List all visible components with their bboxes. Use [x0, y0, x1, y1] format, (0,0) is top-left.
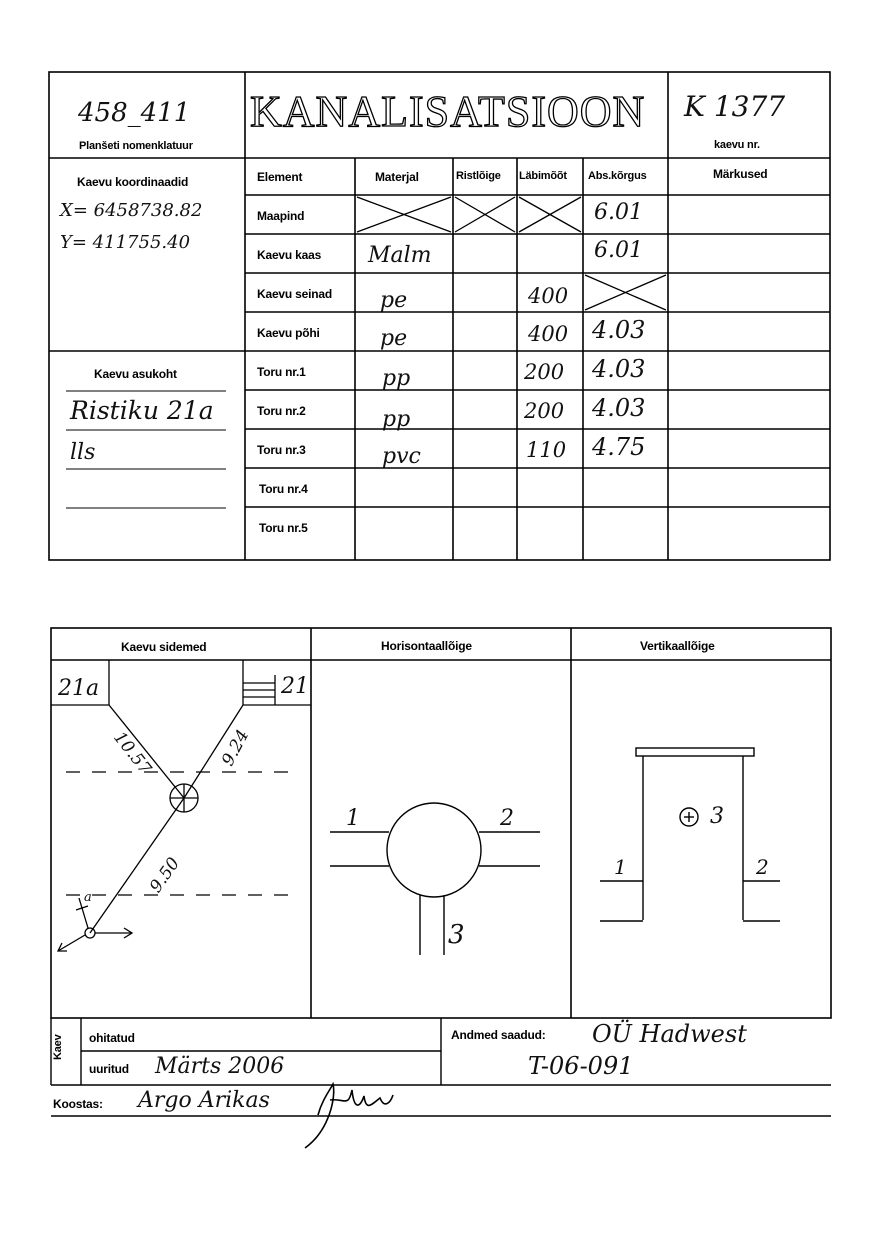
row-diameter: 200: [524, 360, 565, 384]
row-element: Toru nr.4: [259, 482, 308, 496]
row-material: Malm: [368, 243, 432, 268]
row-material: pvc: [382, 444, 421, 469]
table-header-element: Element: [257, 170, 303, 184]
horizontal-pipe-label-1: 1: [346, 806, 360, 831]
vertical-section-drawing: [600, 748, 780, 921]
vertical-pipe-label-2: 2: [756, 855, 769, 879]
panel-title-ties: Kaevu sidemed: [121, 640, 207, 654]
horizontal-pipe-label-3: 3: [448, 920, 465, 950]
panel-title-horizontal: Horisontaallõige: [381, 639, 472, 653]
vertical-pipe-label-1: 1: [614, 855, 627, 879]
row-material: pe: [380, 288, 408, 313]
footer-data-from-label: Andmed saadud:: [451, 1028, 546, 1042]
footer-doc-code: T-06-091: [528, 1052, 634, 1080]
tie-distance-bottom: 9.50: [146, 853, 185, 897]
row-height: 4.75: [592, 433, 646, 461]
row-height: 4.03: [592, 394, 646, 422]
tie-distance-left: 10.57: [109, 728, 155, 779]
tie-ref-left: 21a: [58, 676, 100, 701]
ties-sketch: [51, 660, 311, 951]
row-material: pe: [380, 326, 408, 351]
coordinate-y: Y= 411755.40: [60, 232, 191, 253]
coordinates-label: Kaevu koordinaadid: [77, 175, 189, 189]
row-height: 6.01: [594, 200, 643, 225]
document-title: KANALISATSIOON: [250, 87, 646, 136]
row-height: 4.03: [592, 316, 646, 344]
location-line-1: Ristiku 21a: [70, 396, 214, 425]
row-element: Kaevu kaas: [257, 248, 322, 262]
row-diameter: 200: [524, 399, 565, 423]
row-element: Maapind: [257, 209, 305, 223]
footer-author-label: Koostas:: [53, 1097, 103, 1111]
footer-measured-label: uuritud: [89, 1062, 129, 1076]
table-header-notes: Märkused: [713, 167, 768, 181]
vertical-pipe-label-3: 3: [710, 804, 724, 829]
footer-checked-label: ohitatud: [89, 1031, 135, 1045]
footer-author-value: Argo Arikas: [138, 1088, 270, 1113]
row-material: pp: [382, 366, 411, 391]
row-height: 6.01: [594, 238, 643, 263]
row-element: Toru nr.3: [257, 443, 306, 457]
row-height: 4.03: [592, 355, 646, 383]
row-element: Toru nr.2: [257, 404, 306, 418]
tie-distance-right: 9.24: [218, 726, 254, 770]
row-diameter: 400: [528, 284, 569, 308]
sheet-nomenclature-value: 458_411: [78, 98, 191, 128]
footer-measured-value: Märts 2006: [155, 1054, 285, 1079]
well-number-value: K 1377: [684, 90, 786, 123]
north-mark: a: [84, 890, 92, 905]
location-line-2: lls: [70, 440, 96, 465]
panel-title-vertical: Vertikaallõige: [640, 639, 715, 653]
location-label: Kaevu asukoht: [94, 367, 177, 381]
row-diameter: 400: [528, 322, 569, 346]
coordinate-x: X= 6458738.82: [60, 200, 203, 221]
tie-ref-right: 21: [281, 674, 309, 699]
row-material: pp: [382, 407, 411, 432]
well-number-label: kaevu nr.: [714, 139, 760, 151]
row-element: Kaevu põhi: [257, 326, 320, 340]
row-element: Toru nr.5: [259, 521, 308, 535]
sheet-nomenclature-label: Planšeti nomenklatuur: [79, 140, 193, 152]
table-header-material: Materjal: [375, 170, 419, 184]
footer-data-from-value: OÜ Hadwest: [592, 1020, 747, 1048]
table-header-diameter: Läbimõõt: [519, 170, 567, 182]
footer-side-label: Kaev: [52, 1034, 64, 1060]
horizontal-pipe-label-2: 2: [500, 806, 514, 831]
row-element: Kaevu seinad: [257, 287, 332, 301]
table-header-section: Ristlõige: [456, 170, 501, 182]
row-element: Toru nr.1: [257, 365, 306, 379]
row-diameter: 110: [526, 438, 567, 462]
table-header-height: Abs.kõrgus: [588, 170, 647, 182]
